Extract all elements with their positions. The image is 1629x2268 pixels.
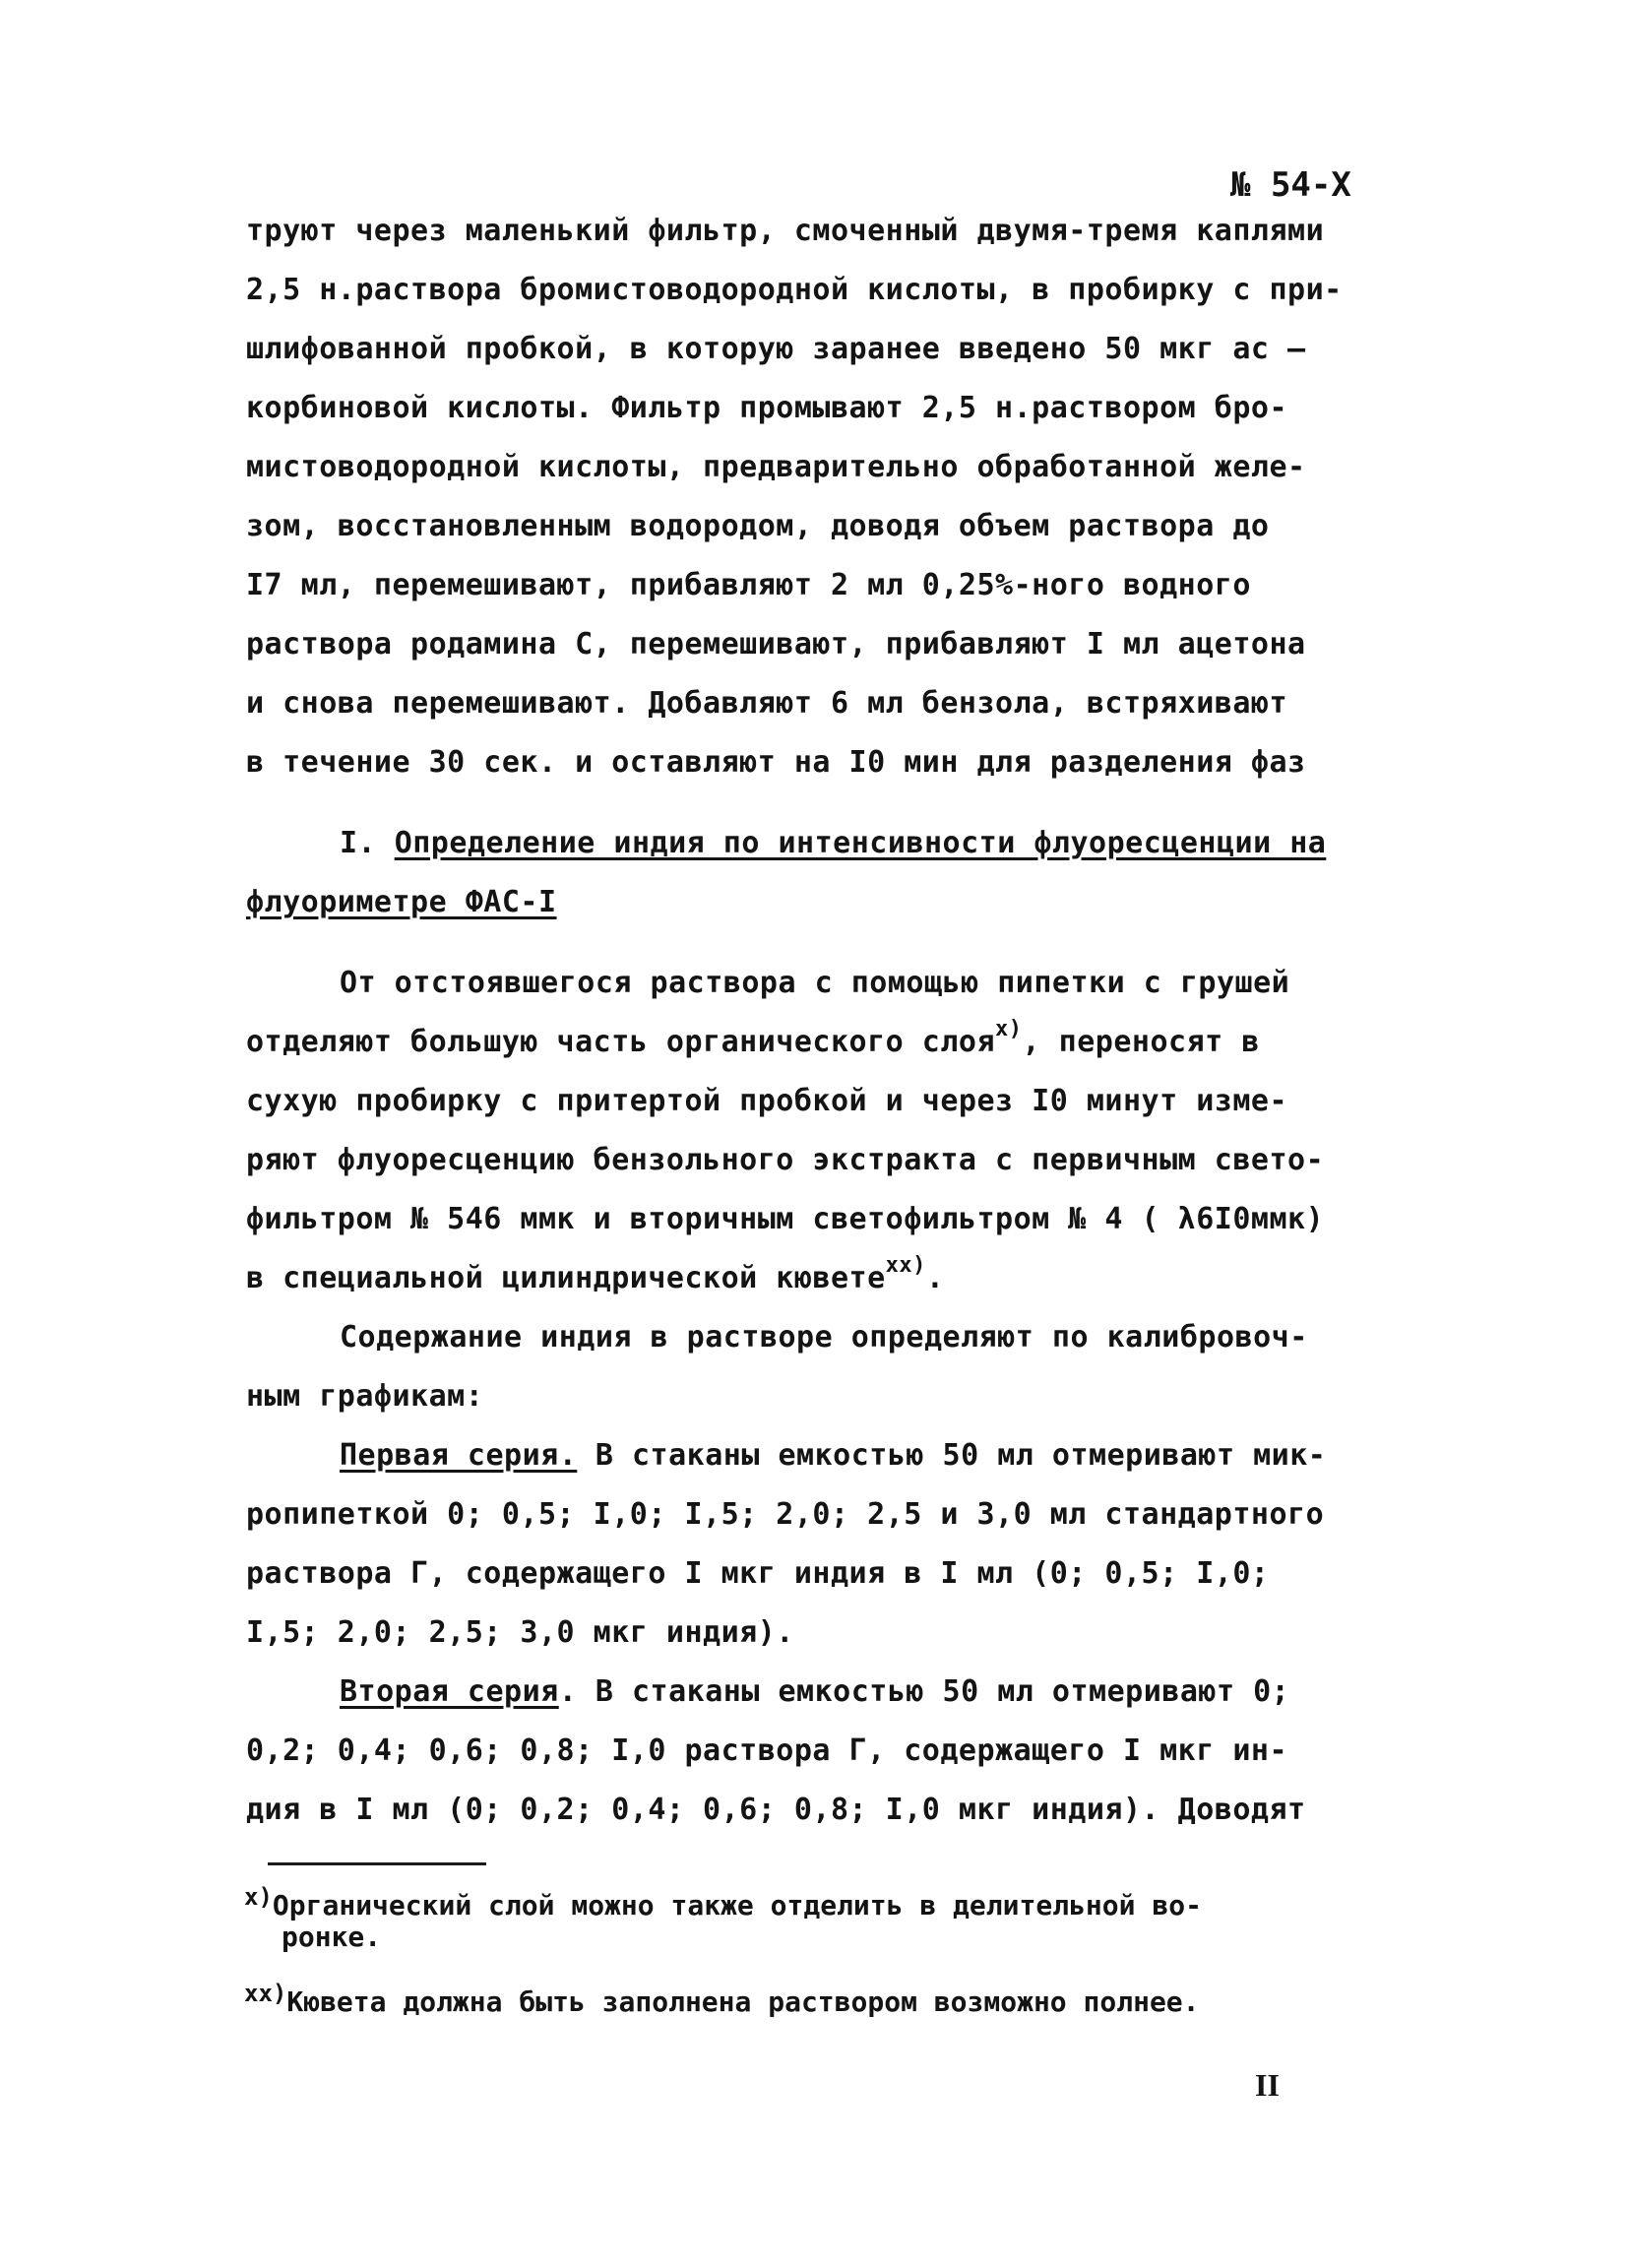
footnote-ref: хх) <box>885 1253 926 1278</box>
footnote-text-cont: ронке. <box>282 1921 382 1953</box>
text-line <box>246 1249 1398 1308</box>
text-line: Содержание индия в растворе определяют по калибровоч- <box>340 1320 1308 1354</box>
section-heading <box>246 814 1398 873</box>
text-line: шлифованной пробкой, в которую заранее введено 50 мкг ас — <box>246 332 1306 366</box>
text-line: труют через маленький фильтр, смоченный двумя-тремя каплями <box>246 214 1325 248</box>
text-line: I7 мл, перемешивают, прибавляют 2 мл 0,25%-ного водного <box>246 568 1251 602</box>
footnote-text: Органический слой можно также отделить в делительной во- <box>272 1889 1202 1922</box>
footnote-mark: хх) <box>244 1980 287 2007</box>
document-number: № 54-Х <box>1230 165 1351 205</box>
main-text <box>246 202 1398 1840</box>
text-line: дия в I мл (0; 0,2; 0,4; 0,6; 0,8; I,0 мкг индия). Доводят <box>246 1793 1306 1827</box>
section-heading-cont <box>246 873 1398 932</box>
footnote-divider <box>268 1862 486 1865</box>
page-number: II <box>1255 2067 1280 2103</box>
footnote <box>244 1883 1396 1953</box>
footnote-mark: х) <box>244 1883 273 1911</box>
series-label: Вторая серия <box>340 1674 559 1709</box>
text-line: в течение 30 сек. и оставляют на I0 мин для разделения фаз <box>246 745 1306 780</box>
text-segment: . В стаканы емкостью 50 мл отмеривают 0; <box>558 1674 1290 1709</box>
series-label: Первая серия. <box>340 1438 578 1473</box>
text-line: ным графикам: <box>246 1379 484 1414</box>
text-line: От отстоявшегося раствора с помощью пипетки с грушей <box>340 966 1290 1000</box>
text-line: раствора родамина С, перемешивают, прибавляют I мл ацетона <box>246 627 1306 662</box>
text-segment: В стаканы емкостью 50 мл отмеривают мик- <box>577 1438 1327 1473</box>
section-title: Определение индия по интенсивности флуоресценции на <box>394 826 1327 860</box>
footnote <box>244 1980 1396 2018</box>
text-segment: . <box>925 1261 945 1295</box>
text-segment: отделяют большую часть органического слоя <box>246 1025 996 1059</box>
series-second <box>246 1663 1398 1722</box>
footnote-ref: х) <box>995 1017 1023 1041</box>
text-line: и снова перемешивают. Добавляют 6 мл бензола, встряхивают <box>246 686 1288 721</box>
text-line: зом, восстановленным водородом, доводя объем раствора до <box>246 509 1270 543</box>
text-line: 0,2; 0,4; 0,6; 0,8; I,0 раствора Г, содержащего I мкг ин- <box>246 1733 1288 1768</box>
footnote-text: Кювета должна быть заполнена раствором возможно полнее. <box>286 1985 1200 2018</box>
text-line: I,5; 2,0; 2,5; 3,0 мкг индия). <box>246 1615 794 1650</box>
text-line: фильтром № 546 ммк и вторичным светофильтром № 4 ( λ6I0ммк) <box>246 1202 1325 1236</box>
text-line: мистоводородной кислоты, предварительно обработанной желе- <box>246 450 1306 484</box>
text-line: раствора Г, содержащего I мкг индия в I мл (0; 0,5; I,0; <box>246 1556 1270 1591</box>
text-line: 2,5 н.раствора бромистоводородной кислоты, в пробирку с при- <box>246 273 1343 307</box>
text-segment: в специальной цилиндрической кювете <box>246 1261 886 1295</box>
text-line: корбиновой кислоты. Фильтр промывают 2,5 н.раствором бро- <box>246 391 1288 425</box>
section-title-cont: флуориметре ФАС-I <box>246 885 557 919</box>
series-first <box>246 1426 1398 1485</box>
text-line: ряют флуоресценцию бензольного экстракта с первичным свето- <box>246 1143 1325 1177</box>
text-line: ропипеткой 0; 0,5; I,0; I,5; 2,0; 2,5 и 3,0 мл стандартного <box>246 1497 1325 1532</box>
text-line <box>246 1013 1398 1072</box>
text-segment: , переносят в <box>1022 1025 1260 1059</box>
section-number: I. <box>340 826 377 860</box>
text-line: сухую пробирку с притертой пробкой и через I0 минут изме- <box>246 1084 1288 1118</box>
